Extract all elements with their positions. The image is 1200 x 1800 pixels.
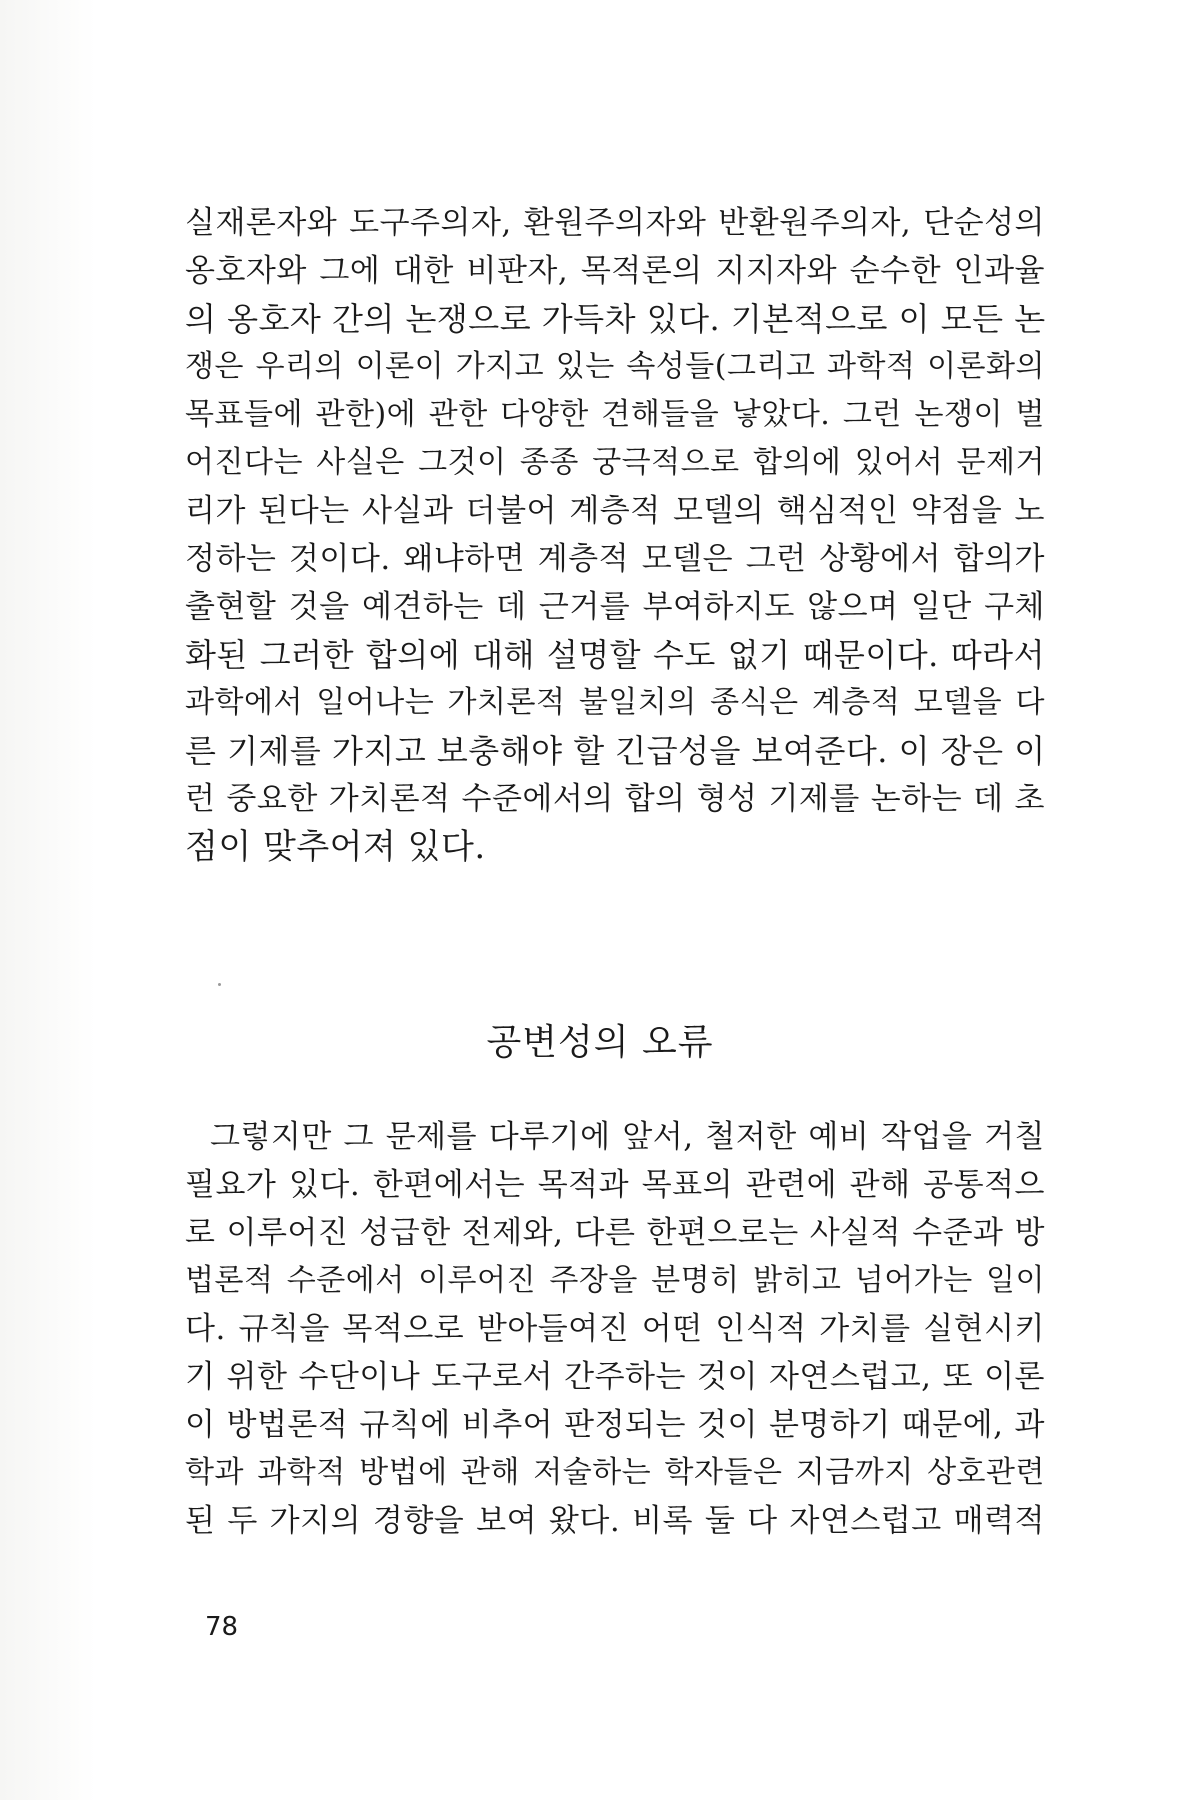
text-line: 기 위한 수단이나 도구로서 간주하는 것이 자연스럽고, 또 이론 — [185, 1359, 1045, 1395]
scan-speck — [218, 983, 221, 986]
text-line: 학과 과학적 방법에 관해 저술하는 학자들은 지금까지 상호관련 — [185, 1455, 1045, 1490]
text-line: 른 기제를 가지고 보충해야 할 긴급성을 보여준다. 이 장은 이 — [185, 732, 1046, 770]
text-line: 목표들에 관한)에 관한 다양한 견해들을 낳았다. 그런 논쟁이 벌 — [185, 397, 1045, 432]
text-line: 출현할 것을 예견하는 데 근거를 부여하지도 않으며 일단 구체 — [185, 589, 1045, 625]
text-line: 의 옹호자 간의 논쟁으로 가득차 있다. 기본적으로 이 모든 논 — [185, 300, 1046, 338]
text-line: 리가 된다는 사실과 더불어 계층적 모델의 핵심적인 약점을 노 — [185, 493, 1045, 529]
text-line: 점이 맞추어져 있다. — [185, 827, 486, 867]
section-heading: 공변성의 오류 — [486, 1022, 714, 1063]
text-line: 법론적 수준에서 이루어진 주장을 분명히 밝히고 넘어가는 일이 — [185, 1263, 1045, 1298]
text-line: 로 이루어진 성급한 전제와, 다른 한편으로는 사실적 수준과 방 — [185, 1215, 1045, 1251]
text-line: 필요가 있다. 한편에서는 목적과 목표의 관련에 관해 공통적으 — [185, 1167, 1045, 1203]
text-line: 런 중요한 가치론적 수준에서의 합의 형성 기제를 논하는 데 초 — [185, 781, 1045, 817]
text-line: 쟁은 우리의 이론이 가지고 있는 속성들(그리고 과학적 이론화의 — [185, 349, 1045, 384]
text-line: 화된 그러한 합의에 대해 설명할 수도 없기 때문이다. 따라서 — [185, 636, 1045, 674]
text-line: 그렇지만 그 문제를 다루기에 앞서, 철저한 예비 작업을 거칠 — [210, 1119, 1045, 1155]
text-line: 과학에서 일어나는 가치론적 불일치의 종식은 계층적 모델을 다 — [185, 685, 1045, 720]
text-line: 정하는 것이다. 왜냐하면 계층적 모델은 그런 상황에서 합의가 — [185, 541, 1045, 577]
text-line: 된 두 가지의 경향을 보여 왔다. 비록 둘 다 자연스럽고 매력적 — [185, 1503, 1045, 1539]
text-line: 다. 규칙을 목적으로 받아들여진 어떤 인식적 가치를 실현시키 — [185, 1311, 1045, 1347]
text-line: 어진다는 사실은 그것이 종종 궁극적으로 합의에 있어서 문제거 — [185, 445, 1045, 480]
text-line: 옹호자와 그에 대한 비판자, 목적론의 지지자와 순수한 인과율 — [185, 253, 1045, 289]
text-line: 이 방법론적 규칙에 비추어 판정되는 것이 분명하기 때문에, 과 — [185, 1407, 1045, 1443]
page-number: 78 — [205, 1612, 239, 1642]
text-line: 실재론자와 도구주의자, 환원주의자와 반환원주의자, 단순성의 — [185, 205, 1045, 241]
